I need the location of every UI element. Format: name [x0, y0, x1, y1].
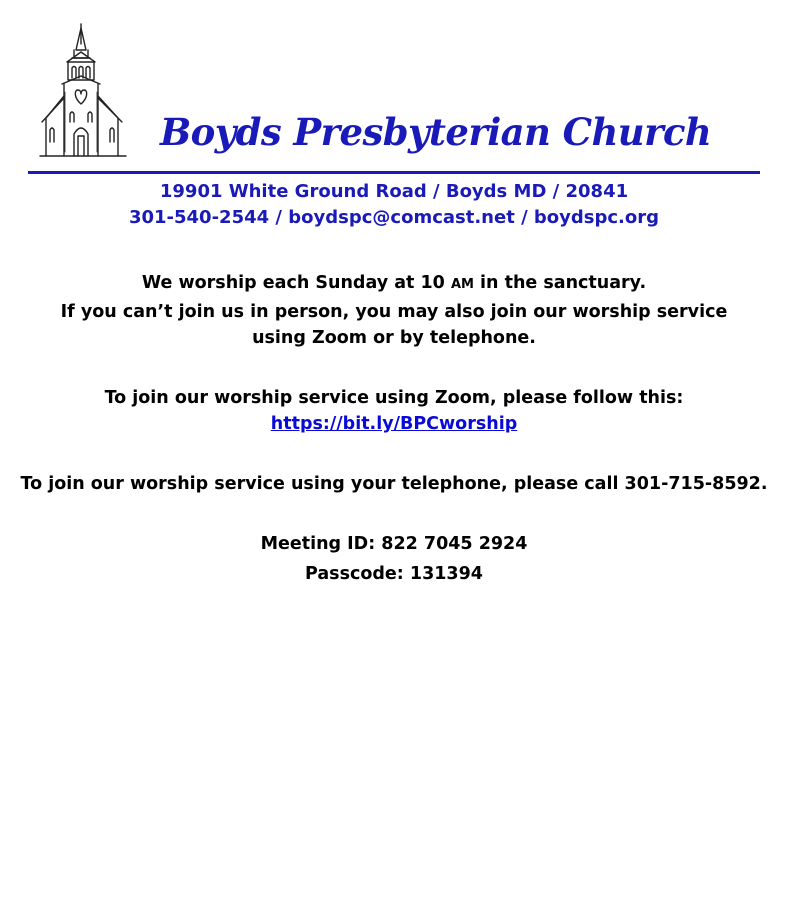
header-divider: [28, 171, 760, 174]
telephone-instruction: To join our worship service using your telephone, please call 301-715-8592.: [20, 474, 768, 494]
church-logo: [38, 22, 128, 160]
email[interactable]: boydspc@comcast.net: [288, 207, 515, 228]
separator: /: [514, 207, 534, 228]
worship-time: [0, 273, 788, 293]
church-name: Boyds Presbyterian Church: [160, 110, 712, 154]
meeting-passcode: Passcode: 131394: [305, 564, 483, 584]
zoom-link[interactable]: https://bit.ly/BPCworship: [270, 414, 518, 434]
worship-time-suffix: in the sanctuary.: [473, 273, 647, 293]
worship-remote-intro: If you can’t join us in person, you may also join our worship service: [60, 302, 728, 322]
zoom-instruction: To join our worship service using Zoom, please follow this:: [104, 388, 684, 408]
zoom-link-row: [0, 414, 788, 434]
phone-number: 301-540-2544: [128, 207, 270, 228]
worship-time-prefix: We worship each Sunday at 10: [141, 273, 451, 293]
worship-remote-options: using Zoom or by telephone.: [252, 328, 536, 348]
worship-time-am: AM: [450, 277, 474, 292]
contact-line: [0, 207, 788, 228]
address: 19901 White Ground Road / Boyds MD / 20841: [159, 181, 629, 202]
website[interactable]: boydspc.org: [533, 207, 660, 228]
separator: /: [269, 207, 289, 228]
meeting-id: Meeting ID: 822 7045 2924: [260, 534, 528, 554]
